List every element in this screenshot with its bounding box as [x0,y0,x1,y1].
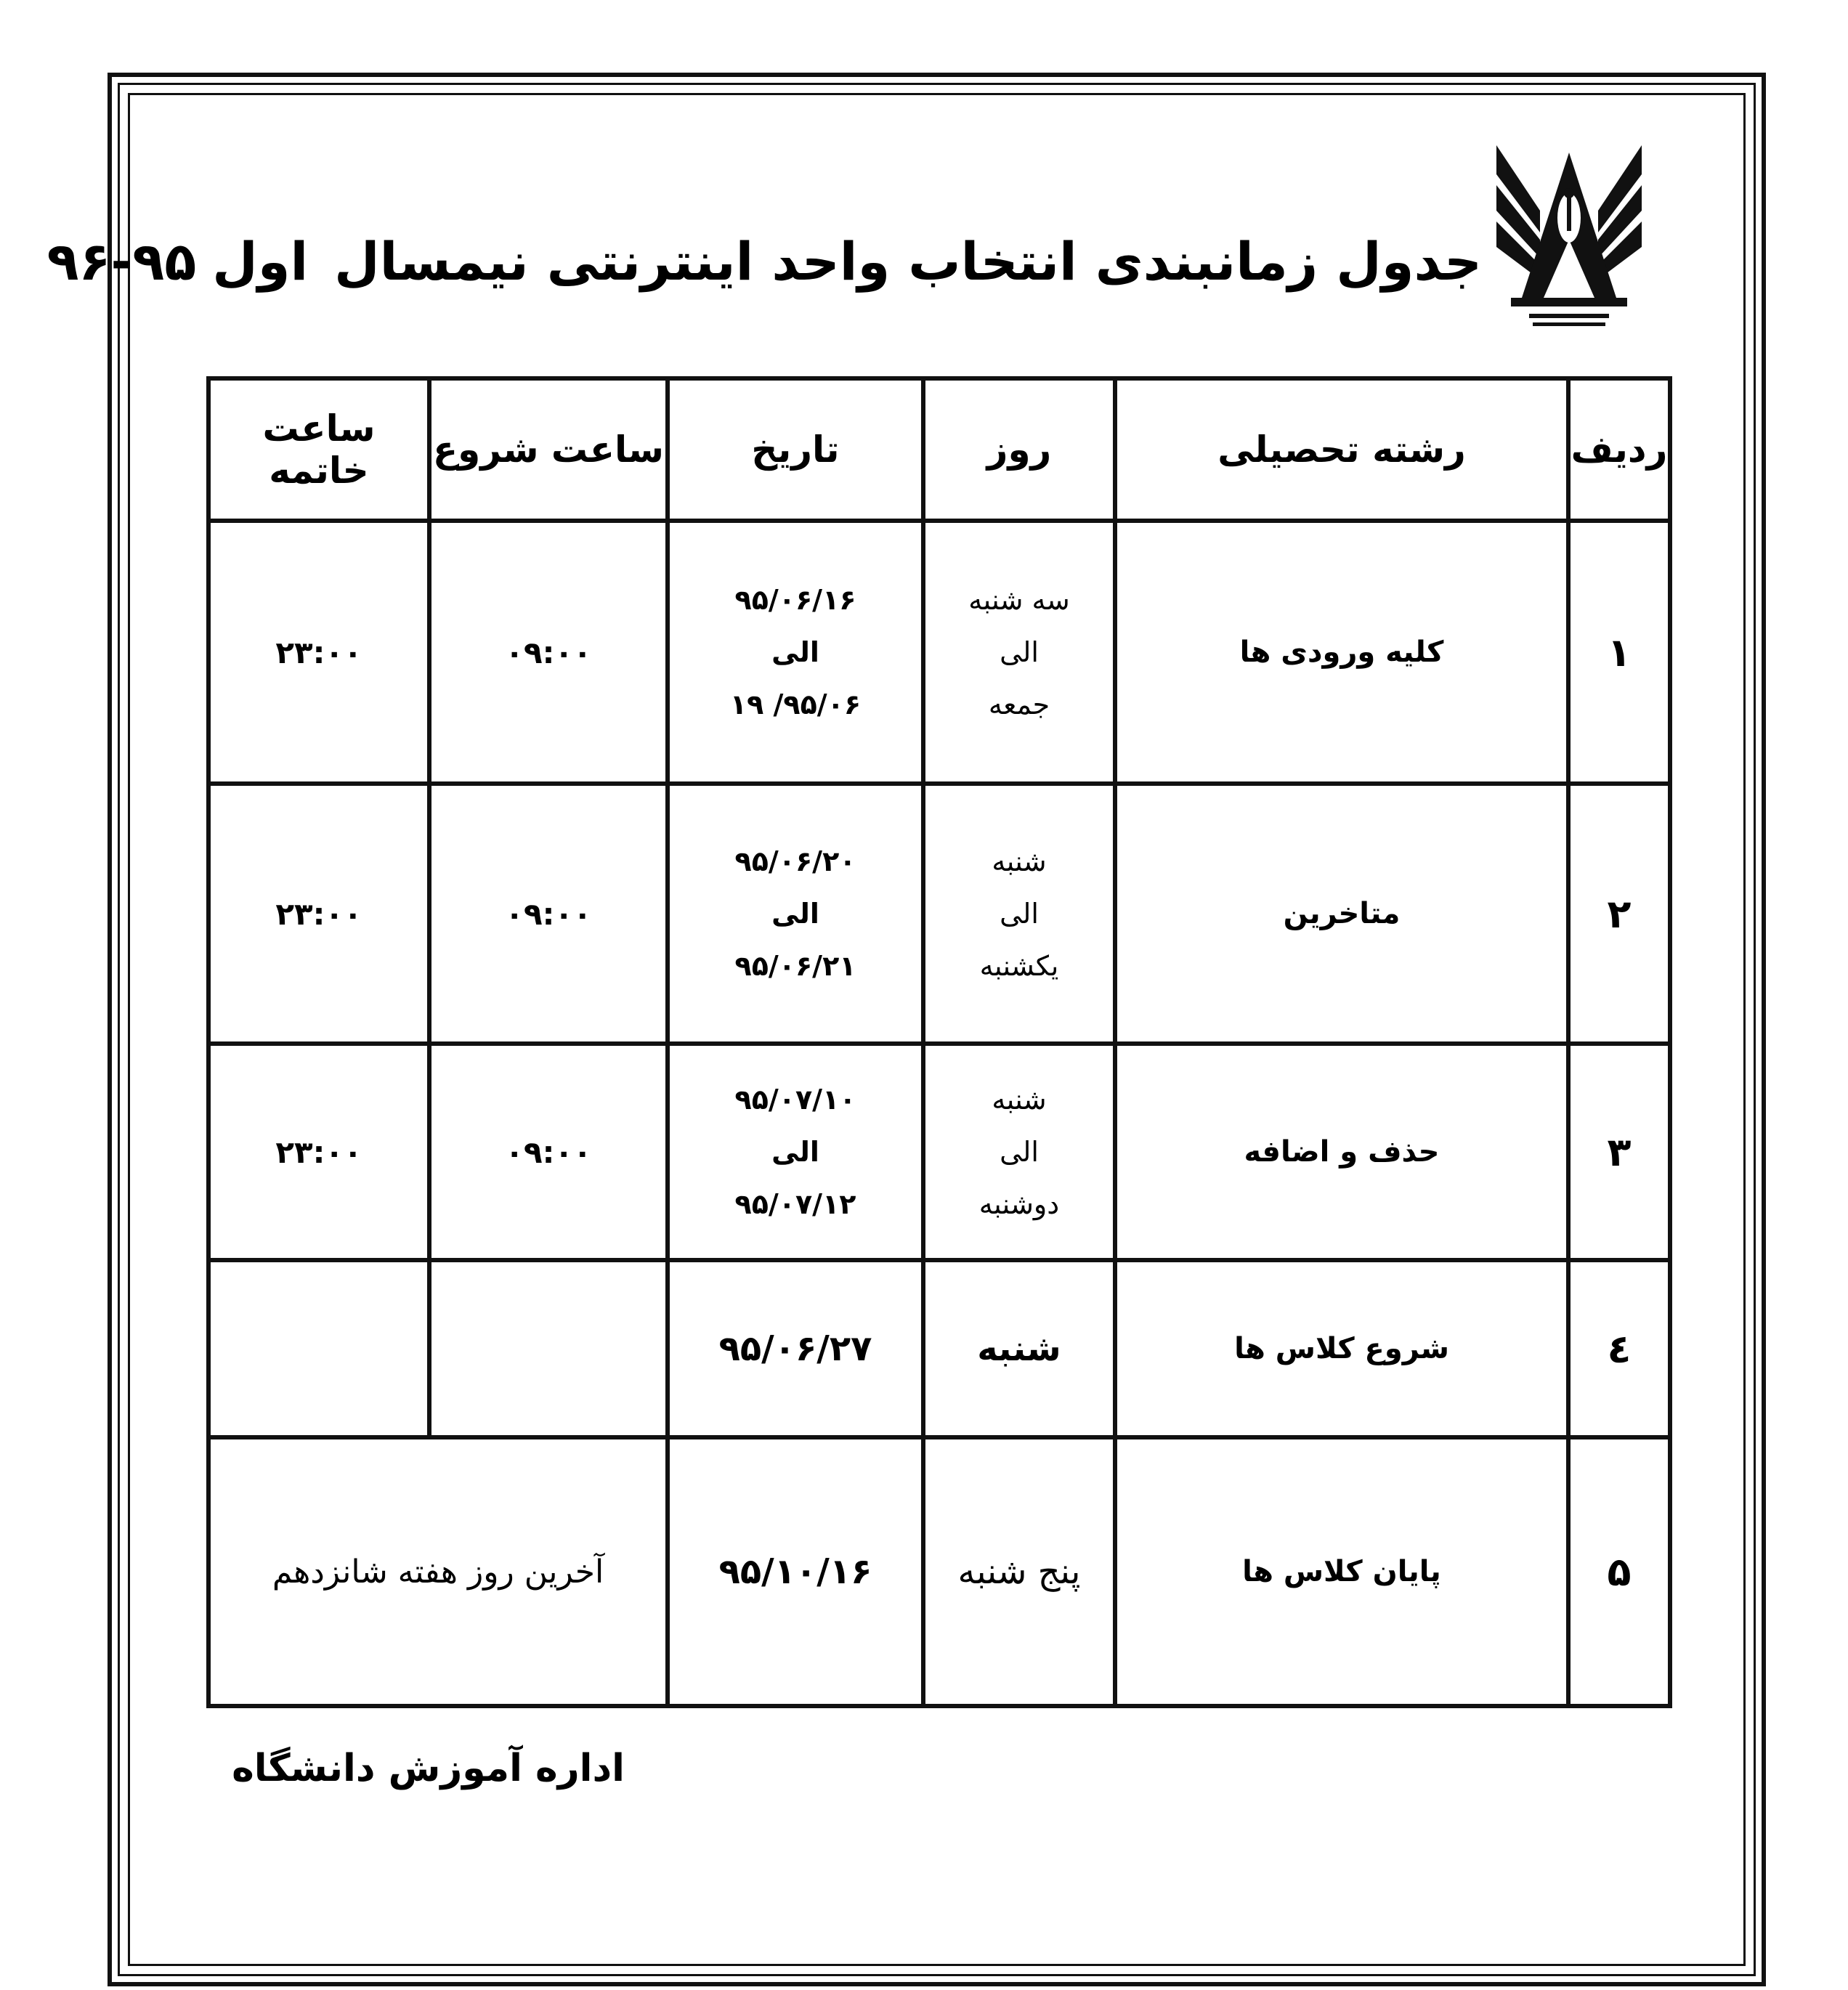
title-main: جدول زمانبندی انتخاب واحد اینترنتی نیمسال [334,231,1482,292]
date-until: الی [771,1136,819,1168]
row-field: متاخرین [1115,784,1568,1044]
row-end-time-empty [208,1260,429,1437]
date-to: ۹۵/۰۷/۱۲ [734,1188,856,1220]
row-start-time-empty [429,1260,668,1437]
table-row [208,784,1670,1044]
row-note: آخرین روز هفته شانزدهم [208,1437,668,1706]
day-until: الی [1000,898,1039,930]
document-title [46,218,1482,305]
day-to: یکشنبه [979,950,1059,982]
header-end-time: ساعت خاتمه [208,378,429,521]
row-start-time: ۰۹:۰۰ [429,521,668,784]
table-row [208,1437,1670,1706]
row-end-time: ۲۳:۰۰ [208,784,429,1044]
date-from: ۹۵/۰۷/۱۰ [734,1084,856,1116]
day-from: شنبه [992,845,1047,877]
row-day [923,784,1115,1044]
header-row-number: ردیف [1568,378,1670,521]
day-until: الی [1000,636,1039,668]
title-year: ۹۶-۹۵ [46,231,197,292]
table-row [208,1260,1670,1437]
row-date: ۹۵/۱۰/۱۶ [668,1437,923,1706]
date-to: ۹۵/۰۶/ ۱۹ [729,689,862,720]
row-day [923,1044,1115,1260]
day-from: سه شنبه [968,584,1070,616]
day-until: الی [1000,1136,1039,1168]
row-field: کلیه ورودی ها [1115,521,1568,784]
row-field: حذف و اضافه [1115,1044,1568,1260]
row-start-time: ۰۹:۰۰ [429,1044,668,1260]
title-semester: اول [212,231,309,292]
row-day: پنج شنبه [923,1437,1115,1706]
row-date [668,521,923,784]
row-date [668,784,923,1044]
row-field: شروع کلاس ها [1115,1260,1568,1437]
header-field: رشته تحصیلی [1115,378,1568,521]
header-date: تاریخ [668,378,923,521]
day-to: دوشنبه [978,1188,1060,1220]
row-day: شنبه [923,1260,1115,1437]
row-number: ۵ [1568,1437,1670,1706]
row-number: ۲ [1568,784,1670,1044]
row-start-time: ۰۹:۰۰ [429,784,668,1044]
date-from: ۹۵/۰۶/۲۰ [734,845,856,877]
office-signature: اداره آموزش دانشگاه [232,1747,625,1790]
row-number: ۱ [1568,521,1670,784]
day-from: شنبه [992,1084,1047,1116]
row-day [923,521,1115,784]
table-header-row [208,378,1670,521]
header-start-time: ساعت شروع [429,378,668,521]
row-end-time: ۲۳:۰۰ [208,521,429,784]
date-from: ۹۵/۰۶/۱۶ [734,584,856,616]
date-until: الی [771,898,819,930]
day-to: جمعه [988,689,1050,720]
row-date: ۹۵/۰۶/۲۷ [668,1260,923,1437]
university-emblem-icon [1489,131,1649,341]
table-row [208,521,1670,784]
row-field: پایان کلاس ها [1115,1437,1568,1706]
row-end-time: ۲۳:۰۰ [208,1044,429,1260]
date-to: ۹۵/۰۶/۲۱ [734,950,856,982]
date-until: الی [771,636,819,668]
header-day: روز [923,378,1115,521]
schedule-table [206,376,1672,1708]
table-row [208,1044,1670,1260]
row-number: ٤ [1568,1260,1670,1437]
row-date [668,1044,923,1260]
row-number: ۳ [1568,1044,1670,1260]
